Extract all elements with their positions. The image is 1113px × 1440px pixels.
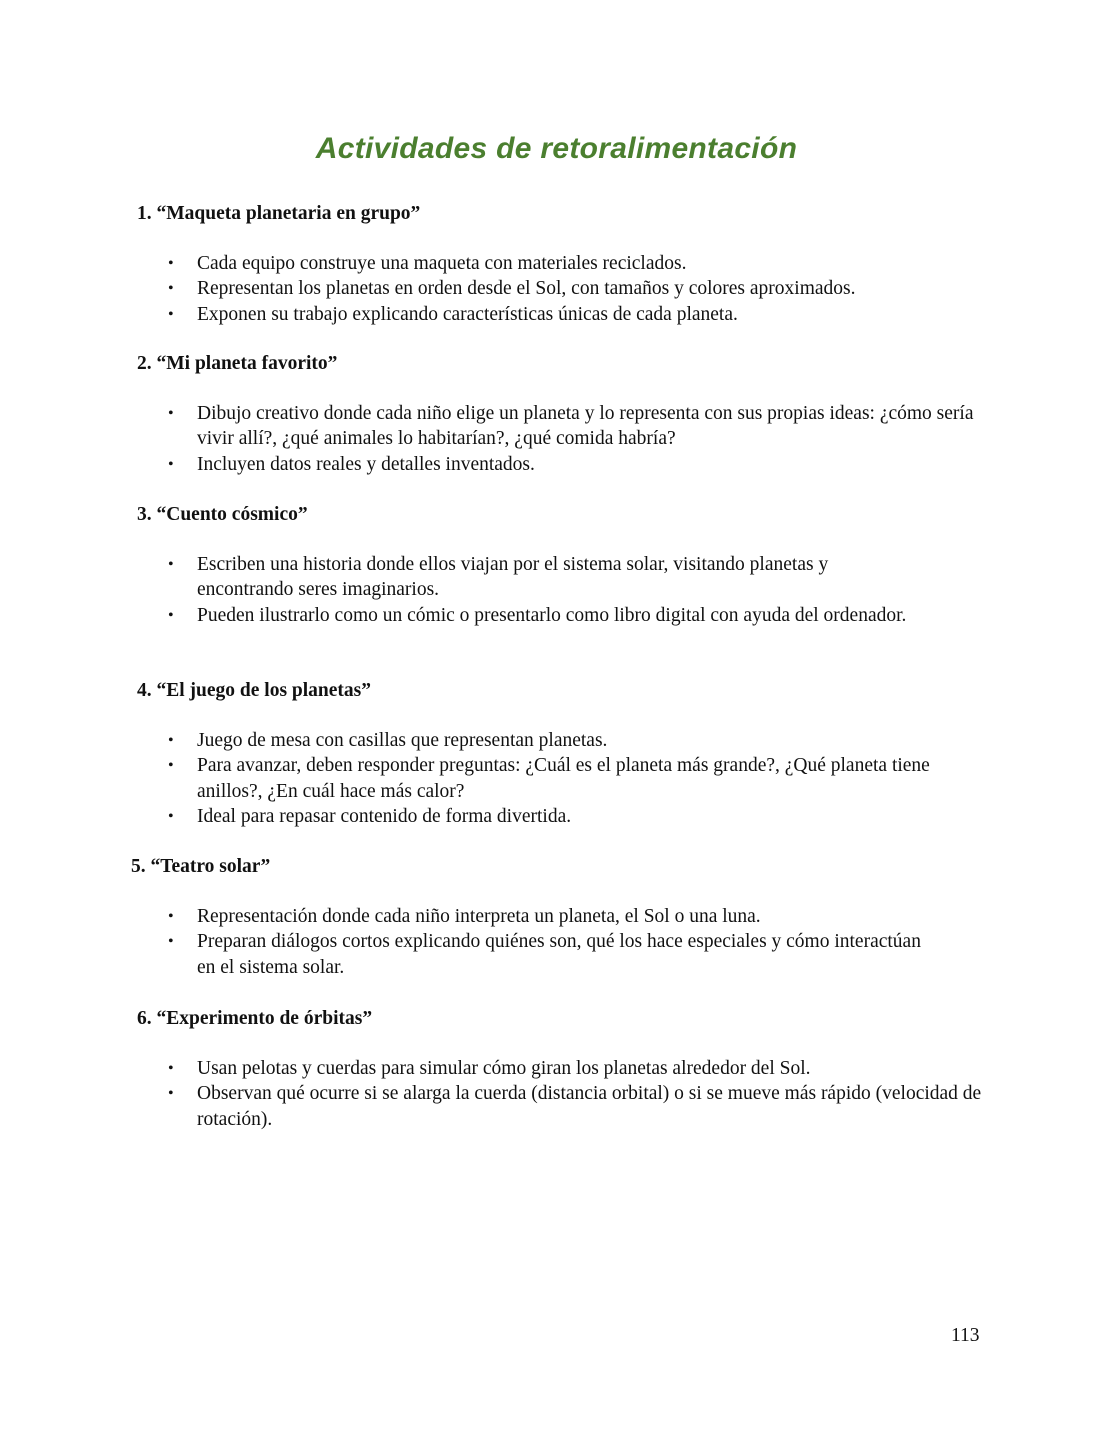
list-item: • Ideal para repasar contenido de forma divertida. <box>137 804 987 829</box>
section-heading: 2. “Mi planeta favorito” <box>137 353 338 374</box>
list-item: • Para avanzar, deben responder preguntas: ¿Cuál es el planeta más grande?, ¿Qué planeta tiene anillos?, ¿En cuál hace más calor? <box>168 755 930 802</box>
section-heading: 4. “El juego de los planetas” <box>137 680 372 701</box>
bullet-icon: • <box>168 1085 174 1103</box>
list-item: • Pueden ilustrarlo como un cómic o presentarlo como libro digital con ayuda del ordenador. <box>137 603 927 628</box>
bullet-icon: • <box>168 280 174 298</box>
list-item: • Dibujo creativo donde cada niño elige un planeta y lo representa con sus propias ideas: ¿cómo sería vivir allí?, ¿qué animales lo habitarían?, ¿qué comida habría? <box>168 403 974 450</box>
bullet-icon: • <box>168 757 174 775</box>
bullet-list <box>137 904 927 980</box>
bullet-icon: • <box>168 556 174 573</box>
list-item: • Representación donde cada niño interpreta un planeta, el Sol o una luna. <box>137 904 927 929</box>
bullet-list <box>137 251 997 327</box>
bullet-icon: • <box>168 1060 174 1077</box>
bullet-icon: • <box>168 908 174 925</box>
page-title: Actividades de retoralimentación <box>315 132 798 165</box>
section-4 <box>137 678 987 829</box>
section-2 <box>137 351 977 477</box>
bullet-list <box>137 728 987 829</box>
bullet-icon: • <box>168 455 174 473</box>
list-item: • Incluyen datos reales y detalles inventados. <box>137 452 977 477</box>
list-item: • Escriben una historia donde ellos viajan por el sistema solar, visitando planetas y encontrando seres imaginarios. <box>168 554 829 601</box>
section-heading: 1. “Maqueta planetaria en grupo” <box>137 203 421 224</box>
section-heading: 3. “Cuento cósmico” <box>137 504 308 525</box>
section-5 <box>131 854 927 980</box>
list-item: • Representan los planetas en orden desde el Sol, con tamaños y colores aproximados. <box>137 276 997 301</box>
section-3 <box>137 502 927 628</box>
list-item: • Usan pelotas y cuerdas para simular cómo giran los planetas alrededor del Sol. <box>137 1056 987 1081</box>
page-number: 113 <box>951 1325 980 1346</box>
bullet-icon: • <box>168 606 174 624</box>
bullet-icon: • <box>168 305 174 323</box>
section-6 <box>137 1006 987 1132</box>
list-item: • Cada equipo construye una maqueta con materiales reciclados. <box>137 251 997 276</box>
list-item: • Observan qué ocurre si se alarga la cuerda (distancia orbital) o si se mueve más rápido (velocidad de rotación). <box>168 1083 982 1130</box>
bullet-list <box>137 1056 987 1132</box>
bullet-icon: • <box>168 405 174 422</box>
bullet-icon: • <box>168 807 174 825</box>
bullet-icon: • <box>168 255 174 272</box>
section-heading: 6. “Experimento de órbitas” <box>137 1008 373 1029</box>
bullet-icon: • <box>168 732 174 749</box>
bullet-list <box>137 401 977 477</box>
section-heading: 5. “Teatro solar” <box>131 856 271 877</box>
list-item: • Juego de mesa con casillas que representan planetas. <box>137 728 987 753</box>
list-item: • Exponen su trabajo explicando características únicas de cada planeta. <box>137 302 997 327</box>
section-1 <box>137 201 997 327</box>
bullet-icon: • <box>168 933 174 951</box>
bullet-list <box>137 552 927 628</box>
list-item: • Preparan diálogos cortos explicando quiénes son, qué los hace especiales y cómo interactúan en el sistema solar. <box>168 931 921 978</box>
